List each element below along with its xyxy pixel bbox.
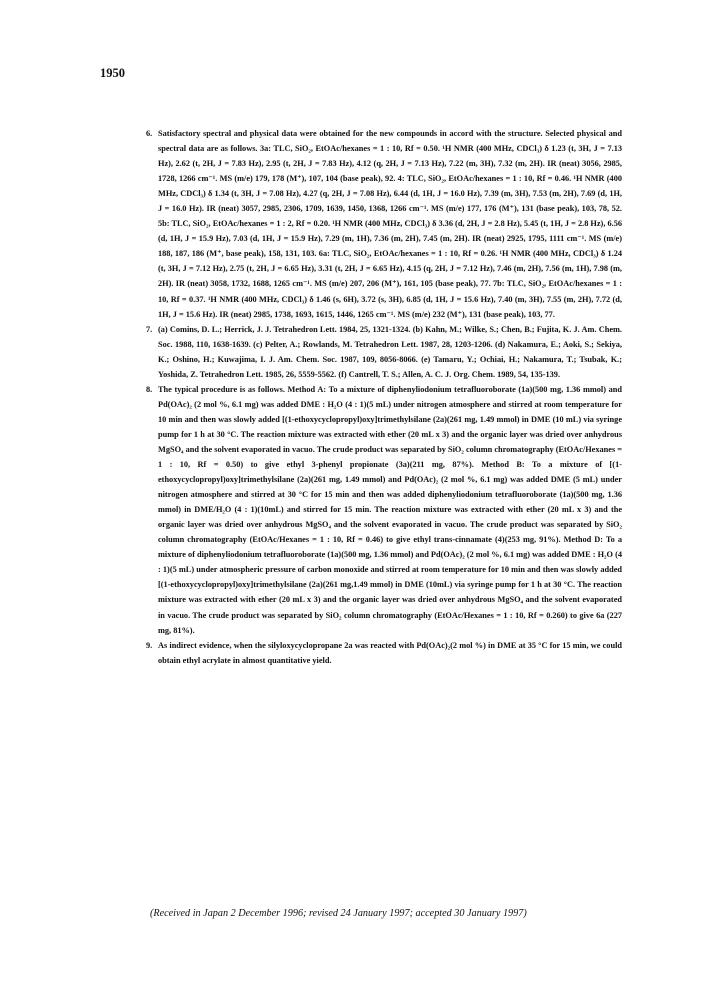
note-text: Satisfactory spectral and physical data were obtained for the new compounds in accord with the structure. Selected physical and spectral data are as follows. 3a: TLC, SiO₂, EtOAc/hexanes = 1 : 10, Rf = 0.50. ¹H NMR (400 MHz, CDCl₃) δ 1.23 (t, 3H, J = 7.13 Hz), 2.62 (t, 2H, J = 7.83 Hz), 2.95 (t, 2H, J = 7.83 Hz), 4.12 (q, 2H, J = 7.13 Hz), 7.22 (m, 3H), 7.32 (m, 2H). IR (neat) 3056, 2985, 1728, 1266 cm⁻¹. MS (m/e) 179, 178 (M⁺), 107, 104 (base peak), 92. 4: TLC, SiO₂, EtOAc/hexanes = 1 : 10, Rf = 0.46. ¹H NMR (400 MHz, CDCl₃) δ 1.34 (t, 3H, J = 7.08 Hz), 4.27 (q, 2H, J = 7.08 Hz), 6.44 (d, 1H, J = 16.0 Hz), 7.39 (m, 3H), 7.53 (m, 2H), 7.69 (d, 1H, J = 16.0 Hz). IR (neat) 3057, 2985, 2306, 1709, 1639, 1450, 1368, 1266 cm⁻¹. MS (m/e) 177, 176 (M⁺), 131 (base peak), 103, 78, 52. 5b: TLC, SiO₂, EtOAc/hexanes = 1 : 2, Rf = 0.20. ¹H NMR (400 MHz, CDCl₃) δ 3.36 (d, 2H, J = 2.8 Hz), 5.45 (t, 1H, J = 2.8 Hz), 6.56 (d, 1H, J = 15.9 Hz), 7.03 (d, 1H, J = 15.9 Hz), 7.29 (m, 1H), 7.36 (m, 2H), 7.45 (m, 2H). IR (neat) 2925, 1795, 1111 cm⁻¹. MS (m/e) 188, 187, 186 (M⁺, base peak), 158, 131, 103. 6a: TLC, SiO₂, EtOAc/hexanes = 1 : 10, Rf = 0.26. ¹H NMR (400 MHz, CDCl₃) δ 1.24 (t, 3H, J = 7.12 Hz), 2.75 (t, 2H, J = 6.65 Hz), 3.31 (t, 2H, J = 6.65 Hz), 4.15 (q, 2H, J = 7.12 Hz), 7.46 (m, 2H), 7.56 (m, 1H), 7.98 (m, 2H). IR (neat) 3058, 1732, 1688, 1265 cm⁻¹. MS (m/e) 207, 206 (M⁺), 161, 105 (base peak), 77. 7b: TLC, SiO₂, EtOAc/hexanes = 1 : 10, Rf = 0.37. ¹H NMR (400 MHz, CDCl₃) δ 1.46 (s, 6H), 3.72 (s, 3H), 6.85 (d, 1H, J = 15.6 Hz), 7.40 (m, 3H), 7.55 (m, 2H), 7.72 (d, 1H, J = 15.6 Hz). IR (neat) 2985, 1738, 1693, 1615, 1446, 1265 cm⁻¹. MS (m/e) 232 (M⁺), 131 (base peak), 103, 77. [158,129,622,319]
note-number: 9. [146,640,153,650]
note-text: As indirect evidence, when the silyloxycyclopropane 2a was reacted with Pd(OAc)₂(2 mol %) in DME at 35 °C for 15 min, we could obtain ethyl acrylate in almost quantitative yield. [158,640,622,665]
note-number: 6. [146,129,153,138]
note-9 [146,638,622,668]
note-text: (a) Comins, D. L.; Herrick, J. J. Tetrahedron Lett. 1984, 25, 1321-1324. (b) Kahn, M.; Wilke, S.; Chen, B.; Fujita, K. J. Am. Chem. Soc. 1988, 110, 1638-1639. (c) Pelter, A.; Rowlands, M. Tetrahedron Lett. 1987, 28, 1203-1206. (d) Nakamura, E.; Aoki, S.; Sekiya, K.; Oshino, H.; Kuwajima, I. J. Am. Chem. Soc. 1987, 109, 8056-8066. (e) Tamaru, Y.; Ochiai, H.; Nakamura, T.; Tsubak, K.; Yoshida, Z. Tetrahedron Lett. 1985, 26, 5559-5562. (f) Cantrell, T. S.; Allen, A. C. J. Org. Chem. 1989, 54, 135-139. [158,324,622,379]
note-text: The typical procedure is as follows. Method A: To a mixture of diphenyliodonium tetrafluoroborate (1a)(500 mg, 1.36 mmol) and Pd(OAc)₂ (2 mol %, 6.1 mg) was added DME : H₂O (4 : 1)(5 mL) under nitrogen atmosphere and stirred at room temperature for 10 min and then was slowly added [(1-ethoxycyclopropyl)oxy]trimethylsilane (2a)(261 mg, 1.49 mmol) in DME (10 mL) via syringe pump for 1 h at 30 °C. The reaction mixture was extracted with ether (20 mL x 3) and the organic layer was dried over anhydrous MgSO₄ and the solvent evaporated in vacuo. The crude product was separated by SiO₂ column chromatography (EtOAc/Hexanes = 1 : 10, Rf = 0.50) to give ethyl 3-phenyl propionate (3a)(211 mg, 87%). Method B: To a mixture of [(1-ethoxycyclopropyl)oxy]trimethylsilane (2a)(261 mg, 1.49 mmol) and Pd(OAc)₂ (2 mol %, 6.1 mg) was added DME (5 mL) under nitrogen atmosphere and stirred at 30 °C for 15 min and then was added diphenyliodonium tetrafluoroborate (1a)(500 mg, 1.36 mmol) in DME/H₂O (4 : 1)(10mL) and stirred for 15 min. The reaction mixture was extracted with ether (20 mL x 3) and the organic layer was dried over anhydrous MgSO₄ and the solvent evaporated in vacuo. The crude product was separated by SiO₂ column chromatography (EtOAc/Hexanes = 1 : 10, Rf = 0.46) to give ethyl trans-cinnamate (4)(253 mg, 91%). Method D: To a mixture of diphenyliodonium tetrafluoroborate (1a)(500 mg, 1.36 mmol) and Pd(OAc)₂ (2 mol %, 6.1 mg) was added DME : H₂O (4 : 1)(5 mL) under atmospheric pressure of carbon monoxide and stirred at room temperature for 10 min and then was slowly added [(1-ethoxycyclopropyl)oxy]trimethylsilane (2a)(261 mg,1.49 mmol) in DME (10mL) via syringe pump for 1 h at 30 °C. The reaction mixture was extracted with ether (20 mL x 3) and the organic layer was dried over anhydrous MgSO₄ and the solvent evaporated in vacuo. The crude product was separated by SiO₂ column chromatography (EtOAc/Hexanes = 1 : 10, Rf = 0.260) to give 6a (227 mg, 81%). [158,384,622,635]
note-7 [146,322,622,382]
received-dates: (Received in Japan 2 December 1996; revised 24 January 1997; accepted 30 January 1997) [150,908,527,919]
page-number: 1950 [100,66,125,80]
note-6 [146,126,622,322]
note-number: 7. [146,324,153,334]
notes-list [146,126,622,668]
note-8 [146,382,622,638]
note-number: 8. [146,384,153,394]
